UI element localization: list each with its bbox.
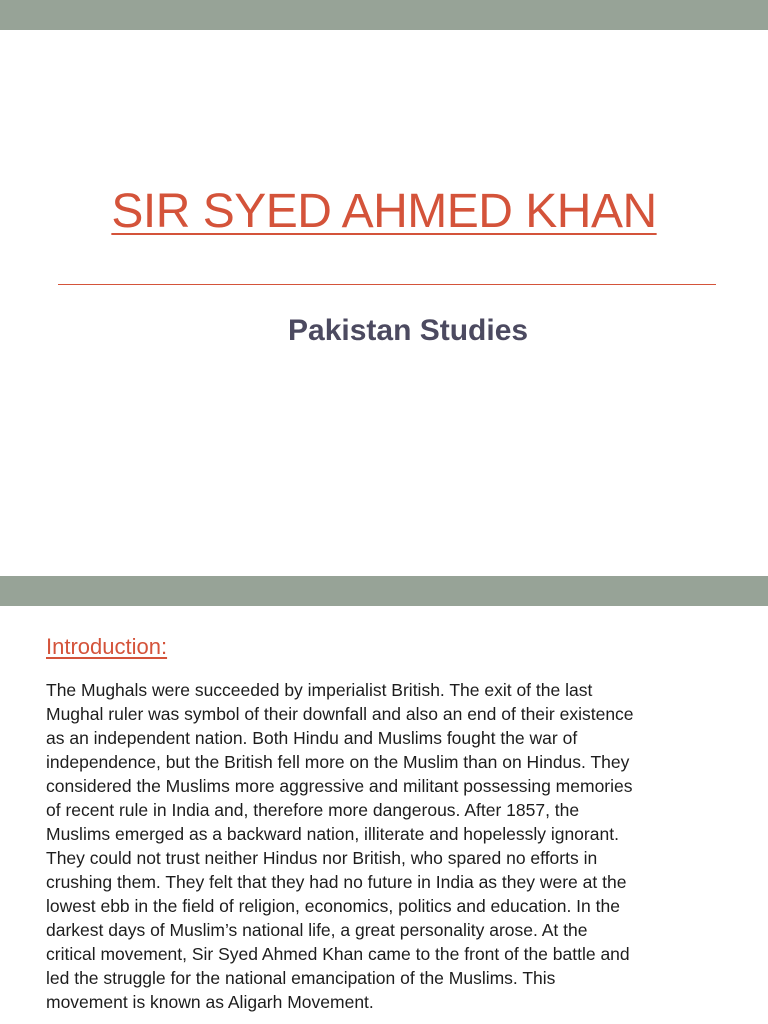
body-line: movement is known as Aligarh Movement. — [46, 992, 374, 1012]
introduction-slide — [0, 606, 768, 1024]
body-line: as an independent nation. Both Hindu and Muslims fought the war of — [46, 728, 578, 748]
slide-title: SIR SYED AHMED KHAN — [111, 185, 657, 238]
page-separator — [0, 576, 768, 606]
body-line: Muslims emerged as a backward nation, illiterate and hopelessly ignorant. — [46, 824, 619, 844]
body-line: led the struggle for the national emancipation of the Muslims. This — [46, 968, 556, 988]
slide-subtitle: Pakistan Studies — [288, 314, 529, 347]
body-line: darkest days of Muslim’s national life, a great personality arose. At the — [46, 920, 588, 940]
body-line: independence, but the British fell more on the Muslim than on Hindus. They — [46, 752, 630, 772]
body-text — [46, 678, 746, 1014]
body-line: The Mughals were succeeded by imperialist British. The exit of the last — [46, 680, 593, 700]
body-line: critical movement, Sir Syed Ahmed Khan came to the front of the battle and — [46, 944, 630, 964]
body-line: considered the Muslims more aggressive and militant possessing memories — [46, 776, 633, 796]
body-line: of recent rule in India and, therefore more dangerous. After 1857, the — [46, 800, 580, 820]
body-line: crushing them. They felt that they had no future in India as they were at the — [46, 872, 627, 892]
body-line: Mughal ruler was symbol of their downfall and also an end of their existence — [46, 704, 634, 724]
body-line: lowest ebb in the field of religion, economics, politics and education. In the — [46, 896, 620, 916]
body-line: They could not trust neither Hindus nor British, who spared no efforts in — [46, 848, 598, 868]
title-slide — [0, 30, 768, 576]
section-heading: Introduction: — [46, 634, 168, 659]
top-page-separator — [0, 0, 768, 30]
title-divider-line — [58, 284, 716, 285]
